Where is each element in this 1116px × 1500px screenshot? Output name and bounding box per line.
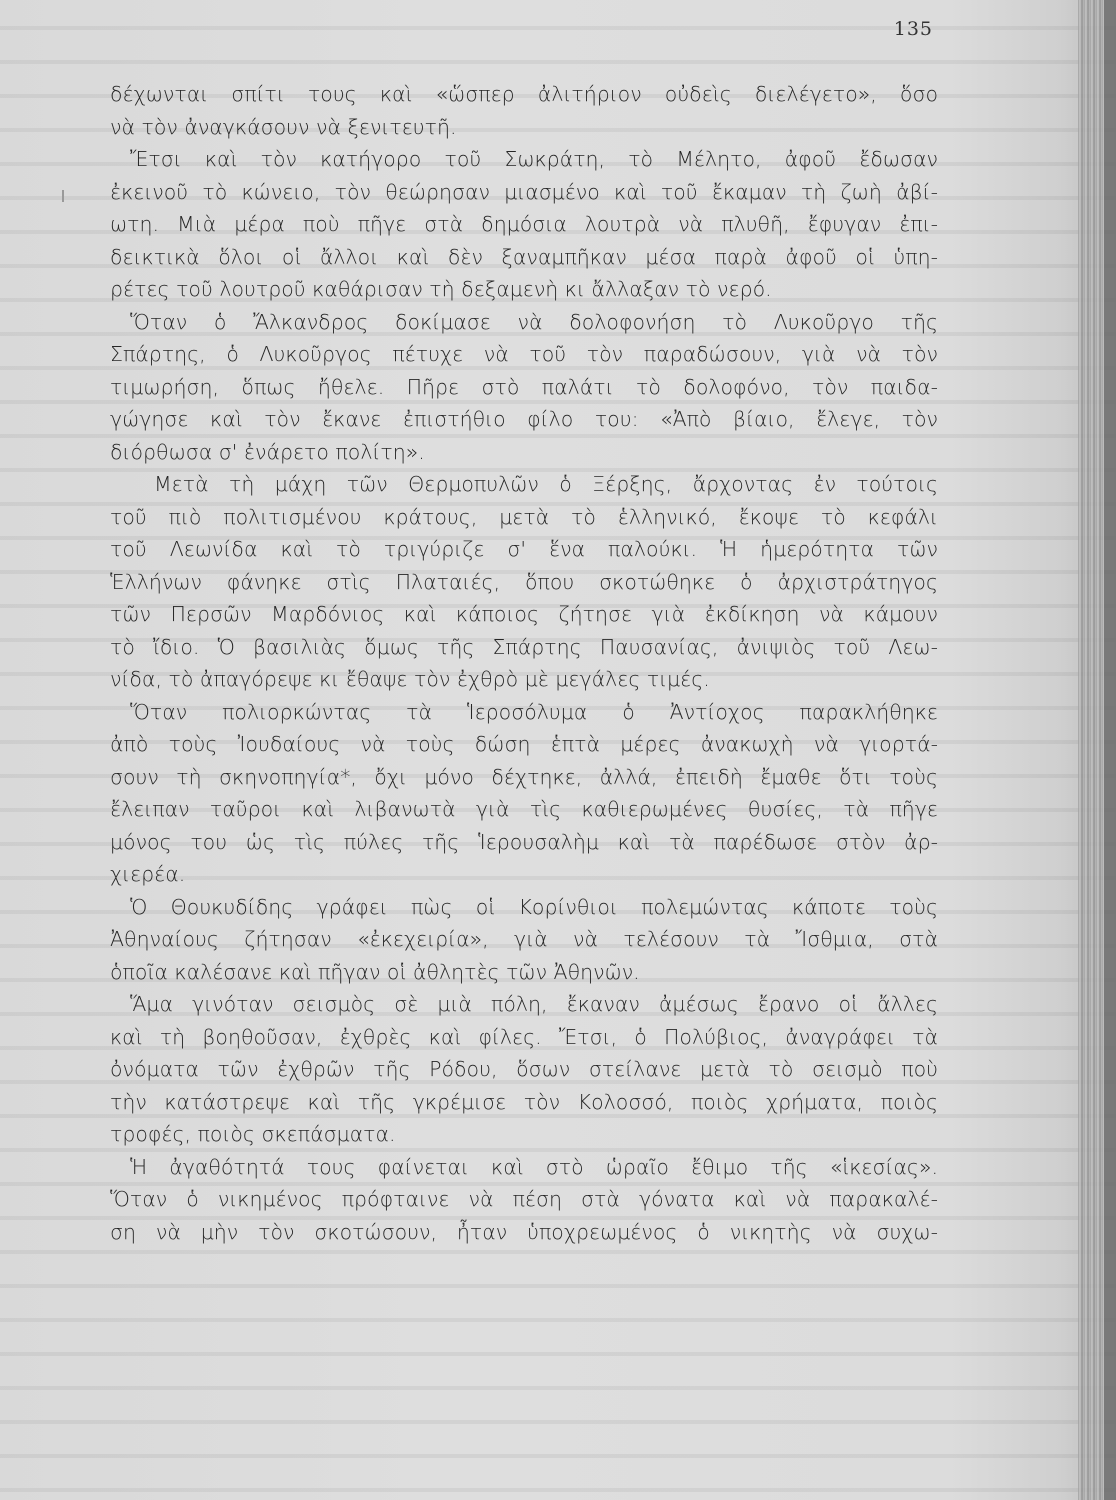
text-line: Ἅμα γινόταν σεισμὸς σὲ μιὰ πόλη, ἔκαναν ἀμέσως ἔρανο οἱ ἄλλες [130, 992, 938, 1016]
text-line: χιερέα. [110, 862, 186, 886]
margin-mark [62, 190, 64, 202]
text-line: νὰ τὸν ἀναγκάσουν νὰ ξενιτευτῆ. [110, 114, 457, 139]
text-line: ρέτες τοῦ λουτροῦ καθάρισαν τὴ δεξαμενὴ κι ἄλλαξαν τὸ νερό. [110, 277, 772, 301]
text-line: Ὁ Θουκυδίδης γράφει πὼς οἱ Κορίνθιοι πολεμώντας κάποτε τοὺς [130, 894, 938, 919]
text-line: τοῦ πιὸ πολιτισμένου κράτους, μετὰ τὸ ἑλληνικό, ἔκοψε τὸ κεφάλι [110, 504, 938, 529]
text-line: μόνος του ὡς τὶς πύλες τῆς Ἱερουσαλὴμ καὶ τὰ παρέδωσε στὸν ἀρ- [110, 829, 938, 854]
text-line: Ὅταν ὁ νικημένος πρόφταινε νὰ πέση στὰ γόνατα καὶ νὰ παρακαλέ- [110, 1187, 938, 1211]
text-line: Σπάρτης, ὁ Λυκοῦργος πέτυχε νὰ τοῦ τὸν παραδώσουν, γιὰ νὰ τὸν [110, 342, 938, 366]
text-line: διόρθωσα σ' ἐνάρετο πολίτη». [110, 439, 425, 464]
text-line: ωτη. Μιὰ μέρα ποὺ πῆγε στὰ δημόσια λουτρὰ νὰ πλυθῆ, ἔφυγαν ἐπι- [110, 212, 938, 236]
text-line: Μετὰ τὴ μάχη τῶν Θερμοπυλῶν ὁ Ξέρξης, ἄρχοντας ἐν τούτοις [154, 472, 938, 496]
text-line: ὀνόματα τῶν ἐχθρῶν τῆς Ρόδου, ὅσων στείλανε μετὰ τὸ σεισμὸ ποὺ [110, 1057, 938, 1081]
body-text [110, 78, 938, 1248]
text-line: ἔλειπαν ταῦροι καὶ λιβανωτὰ γιὰ τὶς καθιερωμένες θυσίες, τὰ πῆγε [110, 797, 938, 821]
text-line: τὸ ἴδιο. Ὁ βασιλιὰς ὅμως τῆς Σπάρτης Παυσανίας, ἀνιψιὸς τοῦ Λεω- [110, 634, 938, 659]
text-line: νίδα, τὸ ἀπαγόρεψε κι ἔθαψε τὸν ἐχθρὸ μὲ μεγάλες τιμές. [110, 667, 710, 691]
text-line: ἀπὸ τοὺς Ἰουδαίους νὰ τοὺς δώση ἑπτὰ μέρες ἀνακωχὴ νὰ γιορτά- [110, 732, 938, 756]
text-line: Ἡ ἀγαθότητά τους φαίνεται καὶ στὸ ὡραῖο ἔθιμο τῆς «ἱκεσίας». [130, 1154, 938, 1179]
text-line: Ὅταν ὁ Ἄλκανδρος δοκίμασε νὰ δολοφονήση τὸ Λυκοῦργο τῆς [130, 309, 938, 334]
text-line: Ἑλλήνων φάνηκε στὶς Πλαταιές, ὅπου σκοτώθηκε ὁ ἀρχιστράτηγος [110, 569, 938, 594]
text-line: τοῦ Λεωνίδα καὶ τὸ τριγύριζε σ' ἕνα παλούκι. Ἡ ἡμερότητα τῶν [110, 537, 938, 561]
text-line: σουν τὴ σκηνοπηγία*, ὄχι μόνο δέχτηκε, ἀλλά, ἐπειδὴ ἔμαθε ὅτι τοὺς [110, 764, 938, 789]
text-line: δεικτικὰ ὅλοι οἱ ἄλλοι καὶ δὲν ξαναμπῆκαν μέσα παρὰ ἀφοῦ οἱ ὑπη- [110, 244, 938, 269]
text-line: Ἀθηναίους ζήτησαν «ἐκεχειρία», γιὰ νὰ τελέσουν τὰ Ἴσθμια, στὰ [110, 927, 938, 951]
text-line: τιμωρήση, ὅπως ἤθελε. Πῆρε στὸ παλάτι τὸ δολοφόνο, τὸν παιδα- [110, 374, 938, 399]
text-line: τὴν κατάστρεψε καὶ τῆς γκρέμισε τὸν Κολοσσό, ποιὸς χρήματα, ποιὸς [110, 1089, 938, 1114]
text-line: τροφές, ποιὸς σκεπάσματα. [110, 1122, 396, 1146]
text-line: Ὅταν πολιορκώντας τὰ Ἱεροσόλυμα ὁ Ἀντίοχος παρακλήθηκε [130, 699, 938, 724]
text-line: ση νὰ μὴν τὸν σκοτώσουν, ἦταν ὑποχρεωμένος ὁ νικητὴς νὰ συχω- [110, 1219, 938, 1244]
text-line: γώγησε καὶ τὸν ἔκανε ἐπιστήθιο φίλο του: «Ἀπὸ βίαιο, ἔλεγε, τὸν [110, 407, 938, 431]
book-page-edges [1078, 0, 1116, 1500]
text-line: τῶν Περσῶν Μαρδόνιος καὶ κάποιος ζήτησε γιὰ ἐκδίκηση νὰ κάμουν [110, 602, 938, 626]
text-line: Ἔτσι καὶ τὸν κατήγορο τοῦ Σωκράτη, τὸ Μέλητο, ἀφοῦ ἔδωσαν [130, 147, 938, 171]
text-line: ὁποῖα καλέσανε καὶ πῆγαν οἱ ἀθλητὲς τῶν Ἀθηνῶν. [110, 959, 640, 984]
text-line: δέχωνται σπίτι τους καὶ «ὥσπερ ἀλιτήριον οὐδεὶς διελέγετο», ὅσο [110, 82, 938, 106]
page-number: 135 [893, 18, 933, 40]
text-line: ἐκεινοῦ τὸ κώνειο, τὸν θεώρησαν μιασμένο καὶ τοῦ ἔκαμαν τὴ ζωὴ ἀβί- [110, 179, 938, 204]
text-line: καὶ τὴ βοηθοῦσαν, ἐχθρὲς καὶ φίλες. Ἔτσι, ὁ Πολύβιος, ἀναγράφει τὰ [110, 1024, 938, 1049]
